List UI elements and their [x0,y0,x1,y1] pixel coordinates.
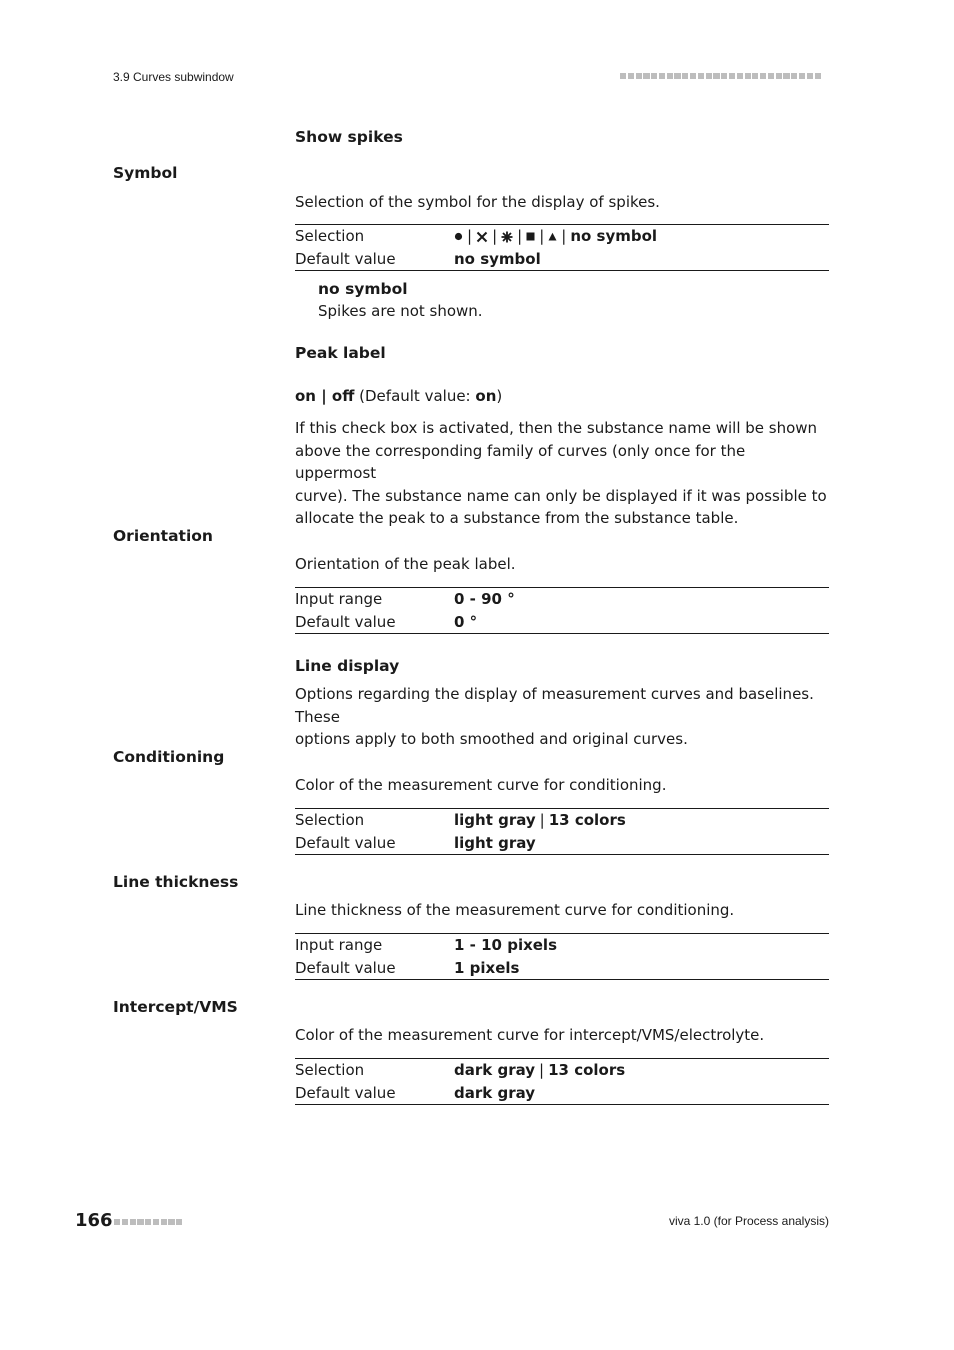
param-value: 0 - 90 ° [454,590,515,609]
orientation-param-table [295,587,829,634]
peak-label-description [295,417,831,530]
no-symbol-title: no symbol [318,280,408,298]
param-key: Selection [295,1061,365,1080]
peak-label-heading: Peak label [295,344,386,362]
param-value: dark gray | 13 colors [454,1061,626,1080]
table-row [295,588,829,611]
text-line: above the corresponding family of curves (only once for the uppermost [295,441,746,482]
default-suffix: ) [496,387,503,405]
on-option: on [295,387,316,405]
line-thickness-description: Line thickness of the measurement curve for conditioning. [295,901,735,919]
param-value: 0 ° [454,612,478,631]
param-key: Default value [295,1083,396,1102]
param-value: | | | | | no symbol [454,225,829,248]
triangle-icon [548,232,557,241]
asterisk-icon [501,231,513,243]
table-row [295,934,829,957]
param-value: light gray [454,833,536,852]
cross-icon [476,231,488,243]
table-row [295,248,829,271]
param-key: Input range [295,936,383,955]
header-decoration [620,73,821,79]
option-a: light gray [454,811,536,830]
symbol-label: Symbol [113,164,178,182]
line-thickness-label: Line thickness [113,873,239,891]
param-value: 1 - 10 pixels [454,936,558,955]
line-display-description [295,683,831,751]
table-row [295,611,829,634]
text-line: options apply to both smoothed and original curves. [295,730,688,748]
text-line: If this check box is activated, then the substance name will be shown [295,419,818,437]
conditioning-description: Color of the measurement curve for conditioning. [295,776,667,794]
conditioning-param-table [295,808,829,855]
line-display-heading: Line display [295,657,400,675]
table-row [295,1059,829,1082]
orientation-label: Orientation [113,527,213,545]
option-a: dark gray [454,1061,536,1080]
table-row [295,957,829,980]
conditioning-label: Conditioning [113,748,225,766]
no-symbol-option: no symbol [570,227,658,246]
no-symbol-text: Spikes are not shown. [318,302,483,320]
table-row [295,809,829,832]
option-separator: | [315,387,332,405]
param-key: Default value [295,958,396,977]
param-key: Default value [295,249,396,268]
table-row [295,1082,829,1105]
line-thickness-param-table [295,933,829,980]
intercept-vms-description: Color of the measurement curve for intercept/VMS/electrolyte. [295,1026,765,1044]
text-line: allocate the peak to a substance from the substance table. [295,509,739,527]
symbol-param-table [295,224,829,271]
text-line: curve). The substance name can only be displayed if it was possible to [295,486,827,505]
param-key: Input range [295,590,383,609]
running-header: 3.9 Curves subwindow [113,70,234,84]
page-number: 166 [75,1210,113,1231]
off-option: off [331,387,355,405]
option-b: 13 colors [548,811,626,830]
show-spikes-heading: Show spikes [295,128,403,146]
param-value: light gray | 13 colors [454,811,626,830]
param-value: 1 pixels [454,958,520,977]
option-b: 13 colors [548,1061,626,1080]
square-icon [526,232,535,241]
default-prefix: (Default value: [354,387,476,405]
product-name: viva 1.0 (for Process analysis) [668,1214,829,1228]
symbol-description: Selection of the symbol for the display of spikes. [295,193,660,211]
param-key: Selection [295,227,365,246]
table-row [295,225,829,248]
param-value: dark gray [454,1083,536,1102]
footer-decoration [114,1219,182,1225]
table-row [295,832,829,855]
peak-label-default [295,385,831,408]
param-key: Default value [295,612,396,631]
intercept-vms-label: Intercept/VMS [113,998,238,1016]
param-key: Default value [295,833,396,852]
dot-icon [454,232,463,241]
orientation-description: Orientation of the peak label. [295,555,516,573]
intercept-vms-param-table [295,1058,829,1105]
text-line: Options regarding the display of measurement curves and baselines. These [295,685,814,726]
default-value: on [475,387,497,405]
param-value: no symbol [454,249,541,268]
param-key: Selection [295,811,365,830]
